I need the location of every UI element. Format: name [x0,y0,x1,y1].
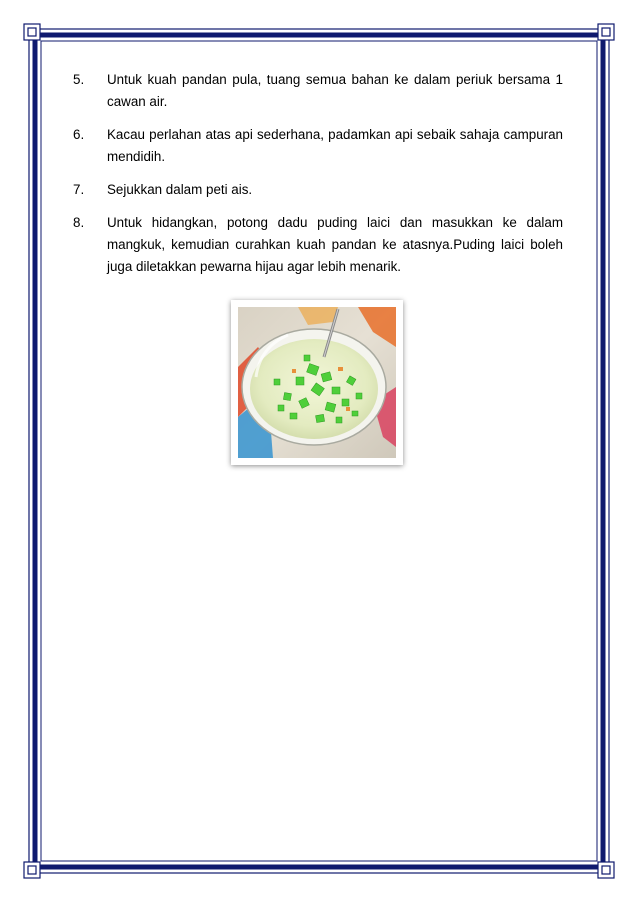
corner-ornament-top-left [24,24,40,40]
corner-ornament-bottom-right [598,862,614,878]
corner-ornament-bottom-left [24,862,40,878]
step-text: Kacau perlahan atas api sederhana, padamkan api sebaik sahaja campuran mendidih. [107,127,563,164]
step-text: Untuk hidangkan, potong dadu puding laici dan masukkan ke dalam mangkuk, kemudian curahkan kuah pandan ke atasnya.Puding laici boleh juga diletakkan pewarna hijau agar lebih menarik. [107,215,563,274]
pudding-bowl-photo-icon [238,307,396,458]
instruction-list [73,69,563,289]
step-item-8 [73,212,563,278]
step-text: Sejukkan dalam peti ais. [107,182,253,197]
corner-ornament-top-right [598,24,614,40]
step-number: 5. [73,72,85,87]
step-text: Untuk kuah pandan pula, tuang semua bahan ke dalam periuk bersama 1 cawan air. [107,72,563,109]
step-number: 7. [73,182,85,197]
step-number: 8. [73,215,85,230]
dessert-photo [231,300,403,465]
step-item-7 [73,179,563,201]
step-item-6 [73,124,563,168]
step-number: 6. [73,127,85,142]
step-item-5 [73,69,563,113]
